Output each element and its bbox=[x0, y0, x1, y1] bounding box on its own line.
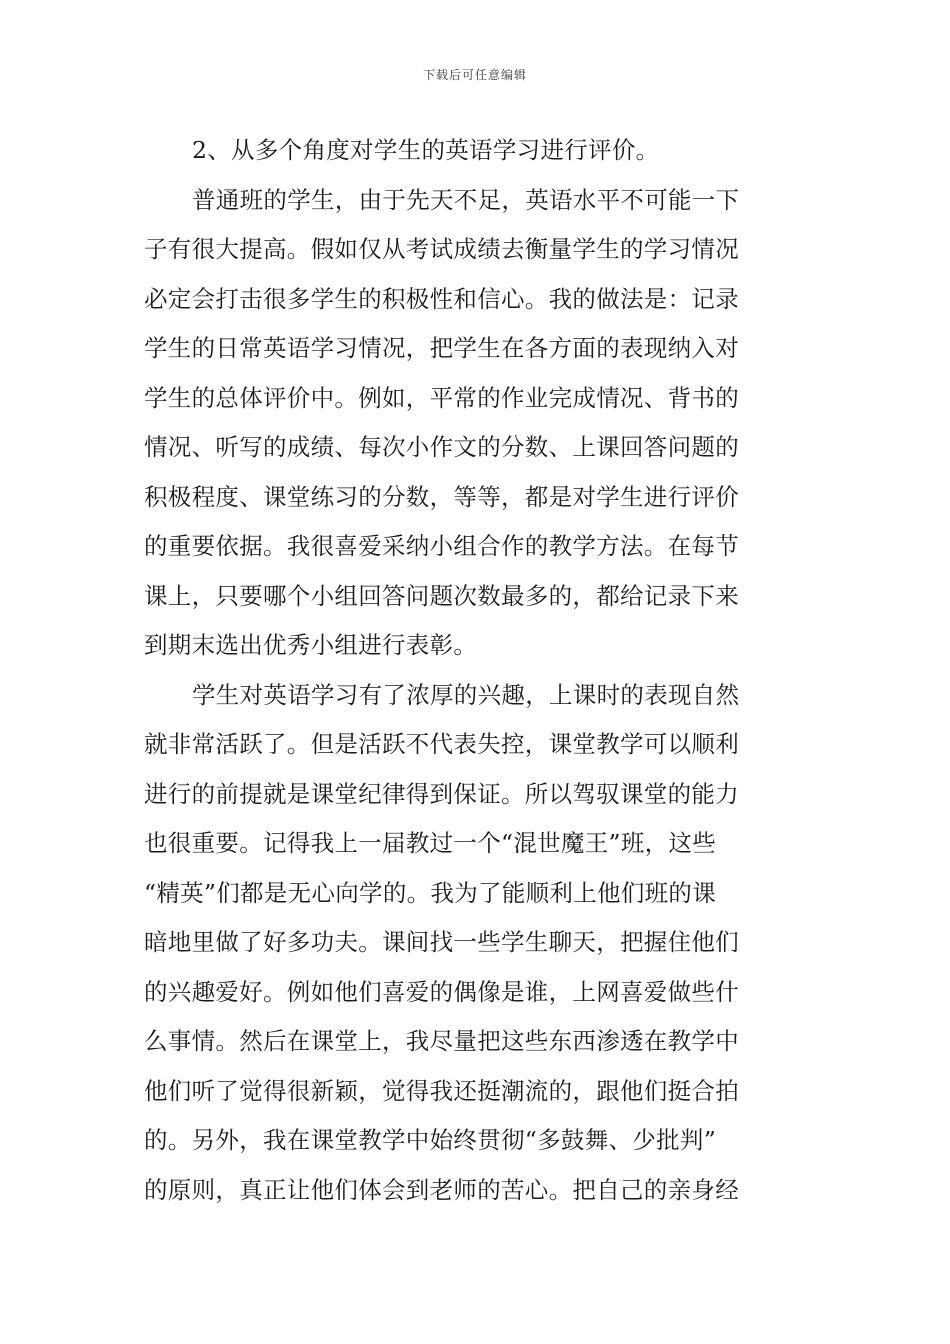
paragraph-line: 学生的日常英语学习情况，把学生在各方面的表现纳入对 bbox=[144, 334, 739, 362]
paragraph-line: 子有很大提高。假如仅从考试成绩去衡量学生的学习情况 bbox=[144, 235, 739, 263]
section-heading: 2、从多个角度对学生的英语学习进行评价。 bbox=[192, 136, 660, 164]
paragraph-line: 么事情。然后在课堂上，我尽量把这些东西渗透在教学中 bbox=[144, 1027, 739, 1055]
paragraph-line: 课上，只要哪个小组回答问题次数最多的，都给记录下来 bbox=[144, 581, 739, 610]
document-body bbox=[144, 126, 814, 1215]
paragraph-line: “精英”们都是无心向学的。我为了能顺利上他们班的课 bbox=[144, 878, 717, 907]
paragraph-line: 进行的前提就是课堂纪律得到保证。所以驾驭课堂的能力 bbox=[144, 779, 739, 808]
paragraph-line: 普通班的学生，由于先天不足，英语水平不可能一下 bbox=[192, 185, 740, 214]
paragraph-line: 学生对英语学习有了浓厚的兴趣，上课时的表现自然 bbox=[192, 680, 740, 709]
paragraph-line: 情况、听写的成绩、每次小作文的分数、上课回答问题的 bbox=[144, 433, 739, 461]
paragraph-line: 的原则，真正让他们体会到老师的苦心。把自己的亲身经 bbox=[144, 1175, 739, 1204]
paragraph-line: 必定会打击很多学生的积极性和信心。我的做法是：记录 bbox=[144, 284, 739, 313]
paragraph-line: 到期末选出优秀小组进行表彰。 bbox=[144, 631, 478, 659]
paragraph-line: 学生的总体评价中。例如，平常的作业完成情况、背书的 bbox=[144, 383, 739, 412]
paragraph-line: 他们听了觉得很新颖，觉得我还挺潮流的，跟他们挺合拍 bbox=[144, 1076, 739, 1105]
paragraph-line: 的重要依据。我很喜爱采纳小组合作的教学方法。在每节 bbox=[144, 532, 739, 560]
paragraph-line: 积极程度、课堂练习的分数，等等，都是对学生进行评价 bbox=[144, 482, 739, 511]
paragraph-line: 暗地里做了好多功夫。课间找一些学生聊天，把握住他们 bbox=[144, 928, 739, 956]
paragraph-line: 就非常活跃了。但是活跃不代表失控，课堂教学可以顺利 bbox=[144, 730, 739, 758]
paragraph-line: 也很重要。记得我上一届教过一个“混世魔王”班，这些 bbox=[144, 829, 717, 857]
paragraph-line: 的兴趣爱好。例如他们喜爱的偶像是谁，上网喜爱做些什 bbox=[144, 977, 739, 1006]
paragraph-line: 的。另外，我在课堂教学中始终贯彻“多鼓舞、少批判” bbox=[144, 1126, 717, 1154]
page-header: 下载后可任意编辑 bbox=[422, 68, 527, 82]
